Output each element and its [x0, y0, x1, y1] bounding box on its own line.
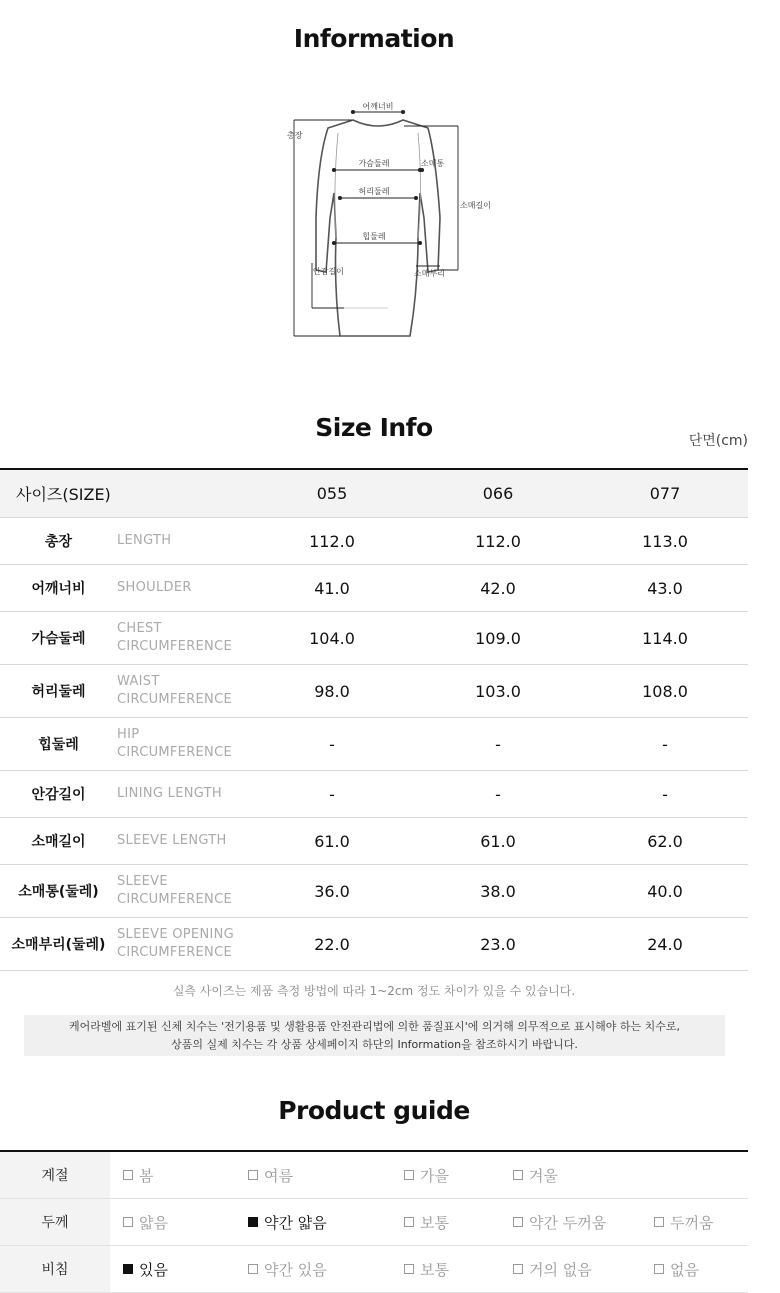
measure-name-eng-line: CHEST: [117, 621, 162, 636]
size-value: 108.0: [642, 681, 688, 701]
measure-name-kor: 총장: [44, 534, 73, 550]
size-row: [0, 565, 748, 612]
size-value: -: [329, 734, 335, 754]
measurement-note: 실측 사이즈는 제품 측정 방법에 따라 1~2cm 정도 차이가 있을 수 있습니다.: [172, 984, 576, 998]
size-value: 41.0: [314, 578, 350, 598]
measure-name-kor: 어깨너비: [31, 581, 86, 597]
size-row: [0, 771, 748, 818]
size-row: [0, 918, 748, 971]
measure-name-eng: [117, 818, 267, 864]
notice-line-2: 상품의 실제 치수는 각 상품 상세페이지 하단의 Information을 참조하시기 바랍니다.: [171, 1037, 578, 1051]
guide-option-label: 두꺼움: [670, 1213, 714, 1232]
guide-row: [0, 1199, 748, 1246]
measure-name-eng-line: CIRCUMFERENCE: [117, 892, 232, 907]
guide-option: [513, 1246, 592, 1292]
waist-label: 허리둘레: [358, 187, 390, 196]
size-value: 114.0: [642, 628, 688, 648]
dress-outline: [316, 120, 440, 336]
guide-option-label: 있음: [139, 1260, 168, 1279]
guide-option-label: 겨울: [529, 1166, 558, 1185]
size-value: 36.0: [314, 881, 350, 901]
guide-option-label: 보통: [420, 1260, 449, 1279]
sleeve-length-label: 소매길이: [460, 201, 491, 210]
seam-left: [335, 133, 338, 238]
guide-option-label: 여름: [264, 1166, 293, 1185]
size-value: -: [329, 784, 335, 804]
size-row: [0, 718, 748, 771]
guide-row-label: 두께: [0, 1199, 110, 1245]
measure-name-eng: [117, 518, 267, 564]
size-value: 113.0: [642, 531, 688, 551]
guide-option: [513, 1152, 558, 1198]
measure-name-eng-line: CIRCUMFERENCE: [117, 745, 232, 760]
measure-name-eng: [117, 771, 267, 817]
measure-name-eng-line: CIRCUMFERENCE: [117, 945, 232, 960]
care-label-notice: [24, 1015, 725, 1056]
size-value: 112.0: [309, 531, 355, 551]
size-header-066: 066: [482, 484, 514, 503]
unchecked-box-icon: [123, 1217, 133, 1227]
size-value: 61.0: [314, 831, 350, 851]
unchecked-box-icon: [248, 1264, 258, 1274]
measure-name-eng-line: CIRCUMFERENCE: [117, 692, 232, 707]
shoulder-label: 어깨너비: [362, 102, 394, 111]
guide-option: [513, 1199, 606, 1245]
measure-name-kor: 소매부리(둘레): [11, 937, 106, 953]
measure-name-kor: 소매통(둘레): [18, 884, 99, 900]
size-value: 61.0: [480, 831, 516, 851]
size-value: 43.0: [647, 578, 683, 598]
size-value: 22.0: [314, 934, 350, 954]
size-value: 109.0: [475, 628, 521, 648]
unchecked-box-icon: [248, 1170, 258, 1180]
size-value: 112.0: [475, 531, 521, 551]
size-table: [0, 468, 748, 971]
sleeve-width-label: 소매통: [421, 159, 445, 168]
dress-sketch: [278, 98, 491, 348]
size-value: -: [662, 734, 668, 754]
guide-option: [654, 1246, 699, 1292]
size-value: 62.0: [647, 831, 683, 851]
size-info-title: Size Info: [315, 413, 433, 442]
guide-option: [123, 1152, 154, 1198]
measure-name-eng-line: SHOULDER: [117, 580, 192, 595]
product-guide-table: [0, 1150, 748, 1293]
measure-name-eng-line: SLEEVE: [117, 874, 168, 889]
size-header-label: 사이즈(SIZE): [16, 485, 111, 504]
measure-name-kor: 힙둘레: [38, 737, 79, 753]
size-value: 42.0: [480, 578, 516, 598]
guide-row-label: 계절: [0, 1152, 110, 1198]
size-row: [0, 665, 748, 718]
measure-name-eng-line: SLEEVE LENGTH: [117, 833, 227, 848]
guide-option-label: 약간 두꺼움: [529, 1213, 607, 1232]
guide-option-label: 가을: [420, 1166, 449, 1185]
measure-name-eng: [117, 612, 267, 664]
measure-name-eng: [117, 718, 267, 770]
size-value: -: [662, 784, 668, 804]
size-row: [0, 518, 748, 565]
measure-name-eng-line: LINING LENGTH: [117, 786, 222, 801]
size-value: 38.0: [480, 881, 516, 901]
checked-box-icon: [248, 1217, 258, 1227]
lining-label: 안감길이: [313, 267, 344, 276]
guide-option-label: 약간 있음: [264, 1260, 327, 1279]
measure-name-eng: [117, 918, 267, 970]
guide-option-label: 얇음: [139, 1213, 168, 1232]
unchecked-box-icon: [404, 1217, 414, 1227]
measure-name-eng-line: LENGTH: [117, 533, 172, 548]
size-header-077: 077: [649, 484, 681, 503]
size-value: 98.0: [314, 681, 350, 701]
size-value: 40.0: [647, 881, 683, 901]
guide-option-label: 약간 얇음: [264, 1213, 327, 1232]
cuff-label: 소매부리: [414, 269, 445, 278]
guide-option: [123, 1246, 168, 1292]
measure-name-eng: [117, 865, 267, 917]
size-row: [0, 612, 748, 665]
measure-name-kor: 가슴둘레: [31, 631, 86, 647]
unchecked-box-icon: [404, 1170, 414, 1180]
measure-name-eng-line: HIP: [117, 727, 140, 742]
measure-name-eng-line: SLEEVE OPENING: [117, 927, 235, 942]
unchecked-box-icon: [513, 1170, 523, 1180]
guide-option-label: 봄: [139, 1166, 154, 1185]
unchecked-box-icon: [654, 1264, 664, 1274]
unchecked-box-icon: [513, 1264, 523, 1274]
size-value: 103.0: [475, 681, 521, 701]
guide-row: [0, 1246, 748, 1293]
size-value: -: [495, 734, 501, 754]
product-guide-title: Product guide: [278, 1096, 470, 1125]
guide-option-label: 거의 없음: [529, 1260, 592, 1279]
information-title: Information: [293, 24, 455, 53]
size-value: -: [495, 784, 501, 804]
measure-name-eng-line: WAIST: [117, 674, 160, 689]
measure-name-eng-line: CIRCUMFERENCE: [117, 639, 232, 654]
unchecked-box-icon: [123, 1170, 133, 1180]
notice-line-1: 케어라벨에 표기된 신체 치수는 '전기용품 및 생활용품 안전관리법에 의한 품질표시'에 의거해 의무적으로 표시해야 하는 치수로,: [68, 1019, 681, 1033]
unchecked-box-icon: [404, 1264, 414, 1274]
guide-option: [404, 1199, 449, 1245]
checked-box-icon: [123, 1264, 133, 1274]
unchecked-box-icon: [654, 1217, 664, 1227]
guide-row: [0, 1152, 748, 1199]
measure-name-eng: [117, 665, 267, 717]
guide-row-label: 비침: [0, 1246, 110, 1292]
garment-measurement-diagram: [278, 98, 491, 348]
guide-option-label: 없음: [670, 1260, 699, 1279]
guide-option: [654, 1199, 713, 1245]
guide-option: [248, 1152, 293, 1198]
guide-option: [404, 1152, 449, 1198]
chest-label: 가슴둘레: [358, 159, 390, 168]
guide-option-label: 보통: [420, 1213, 449, 1232]
length-label: 총장: [287, 131, 303, 140]
measure-name-kor: 허리둘레: [31, 684, 86, 700]
unit-label: 단면(cm): [688, 433, 748, 449]
unchecked-box-icon: [513, 1217, 523, 1227]
measure-name-eng: [117, 565, 267, 611]
guide-option: [248, 1199, 327, 1245]
hip-label: 힙둘레: [362, 232, 386, 241]
size-header-055: 055: [316, 484, 348, 503]
guide-option: [404, 1246, 449, 1292]
measure-name-kor: 소매길이: [31, 834, 86, 850]
guide-option: [123, 1199, 168, 1245]
size-value: 23.0: [480, 934, 516, 954]
measure-name-kor: 안감길이: [31, 787, 86, 803]
size-value: 104.0: [309, 628, 355, 648]
guide-option: [248, 1246, 327, 1292]
size-table-header: [0, 470, 748, 518]
size-value: 24.0: [647, 934, 683, 954]
size-row: [0, 818, 748, 865]
size-row: [0, 865, 748, 918]
